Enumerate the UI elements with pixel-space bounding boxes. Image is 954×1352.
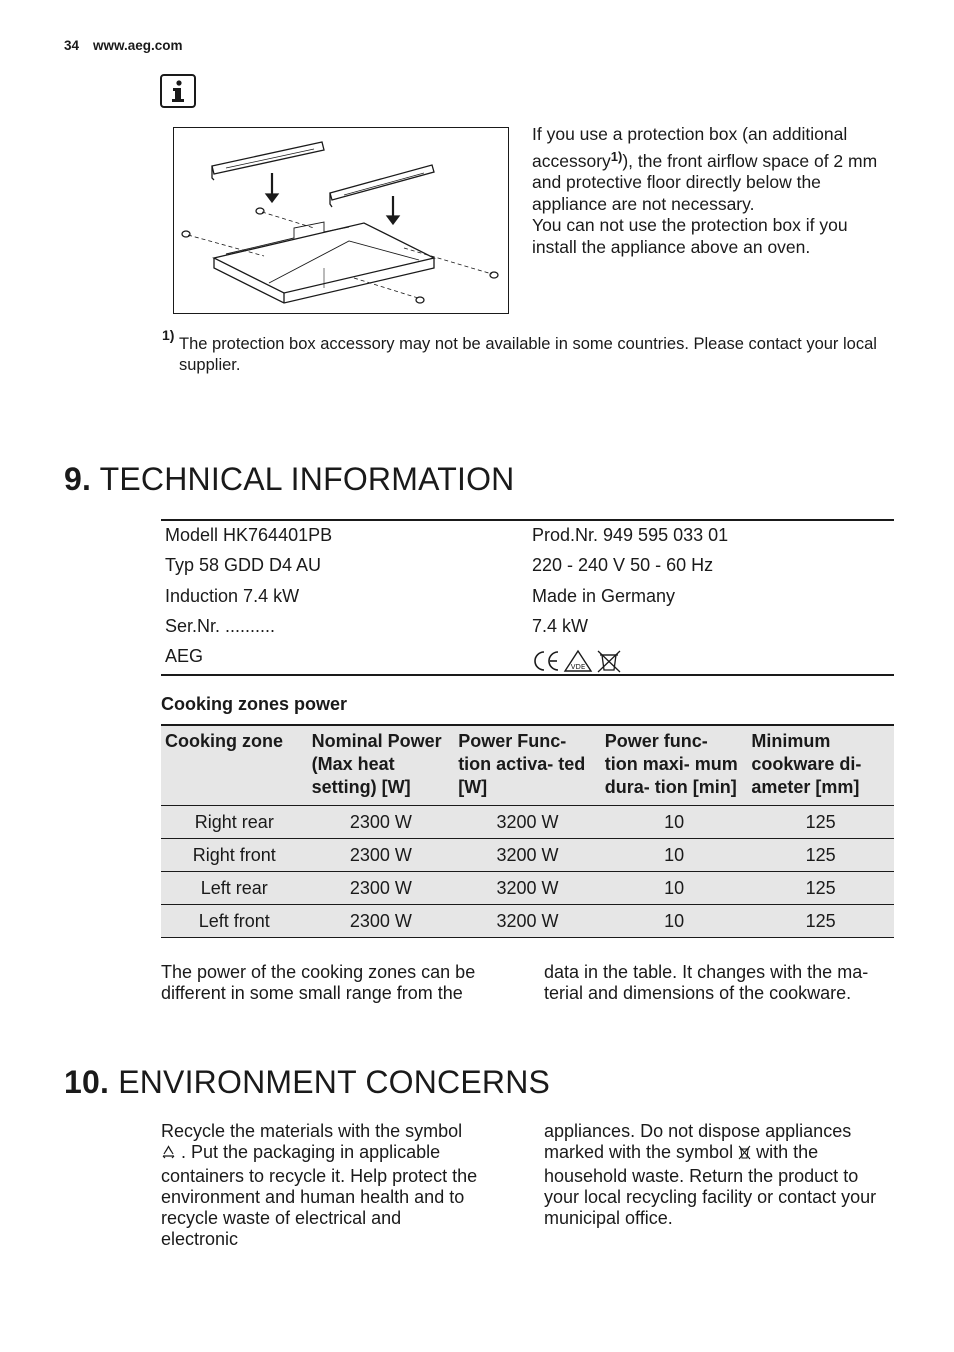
column-header: Minimum cookware di- ameter [mm] xyxy=(747,725,894,806)
table-cell: Right front xyxy=(161,839,308,872)
table-cell: Left rear xyxy=(161,872,308,905)
crossed-bin-icon xyxy=(738,1144,751,1165)
table-cell: 125 xyxy=(747,806,894,839)
table-cell: 10 xyxy=(601,839,748,872)
table-cell: 3200 W xyxy=(454,839,601,872)
environment-text-left: Recycle the materials with the symbol . Put the packaging in applicable containers to recycle it. Help protect the environment and human health and to recycle waste of electrical and electronic xyxy=(161,1121,478,1250)
page-header xyxy=(64,38,183,53)
footnote-mark: 1) xyxy=(162,327,175,343)
vde-mark-icon xyxy=(565,651,591,671)
vde-label: VDE xyxy=(570,663,586,671)
table-cell: 2300 W xyxy=(308,872,455,905)
power-note-left: The power of the cooking zones can be different in some small range from the xyxy=(161,962,476,1004)
table-cell: Right rear xyxy=(161,806,308,839)
column-header: Power func- tion maxi- mum dura- tion [min] xyxy=(601,725,748,806)
footnote-text: The protection box accessory may not be available in some countries. Please contact your local supplier. xyxy=(179,335,877,374)
rating-plate: Modell HK764401PB Prod.Nr. 949 595 033 01 Typ 58 GDD D4 AU 220 - 240 V 50 - 60 Hz Induction 7.4 kW Made in Germany Ser.Nr. .......... 7.4 kW AEG VDE xyxy=(161,519,894,676)
table-cell: 2300 W xyxy=(308,839,455,872)
table-cell: 3200 W xyxy=(454,872,601,905)
crossed-bin-icon xyxy=(598,651,620,672)
table-cell: 125 xyxy=(747,839,894,872)
table-cell: 3200 W xyxy=(454,905,601,938)
page-number: 34 xyxy=(64,38,80,53)
table-cell: Left front xyxy=(161,905,308,938)
table-cell: 10 xyxy=(601,872,748,905)
table-cell: 2300 W xyxy=(308,905,455,938)
column-header: Cooking zone xyxy=(161,725,308,806)
power-note-right: data in the table. It changes with the ma- terial and dimensions of the cookware. xyxy=(544,962,869,1004)
table-row xyxy=(161,872,894,905)
header-url[interactable]: www.aeg.com xyxy=(93,38,183,53)
certification-marks xyxy=(532,649,624,678)
column-header: Nominal Power (Max heat setting) [W] xyxy=(308,725,455,806)
cooking-zones-table xyxy=(161,724,894,938)
info-icon xyxy=(160,74,196,108)
column-header: Power Func- tion activa- ted [W] xyxy=(454,725,601,806)
environment-text-right: appliances. Do not dispose appliances marked with the symbol with the household waste. Return the product to your local recycling facility or contact your municipal office. xyxy=(544,1121,877,1229)
protection-box-note: If you use a protection box (an additional accessory$^{1)}$), the front airflow space of 2 mm and protective floor directly below the appliance are not necessary. You can not use the protection box if you install the appliance above an oven. xyxy=(532,124,878,257)
table-row xyxy=(161,905,894,938)
table-cell: 10 xyxy=(601,806,748,839)
section-heading-environment: 10. ENVIRONMENT CONCERNS xyxy=(64,1064,551,1100)
table-header-row xyxy=(161,725,894,806)
table-cell: 2300 W xyxy=(308,806,455,839)
ce-mark-icon xyxy=(535,652,558,670)
table-row xyxy=(161,839,894,872)
footnote-ref: 1) xyxy=(610,148,623,164)
protection-box-illustration xyxy=(173,127,509,314)
table-cell: 125 xyxy=(747,905,894,938)
cooking-zones-subheading: Cooking zones power xyxy=(161,694,348,714)
table-cell: 3200 W xyxy=(454,806,601,839)
section-heading-technical: 9. TECHNICAL INFORMATION xyxy=(64,461,515,497)
table-cell: 125 xyxy=(747,872,894,905)
table-cell: 10 xyxy=(601,905,748,938)
recycle-icon xyxy=(161,1144,176,1165)
table-row xyxy=(161,806,894,839)
